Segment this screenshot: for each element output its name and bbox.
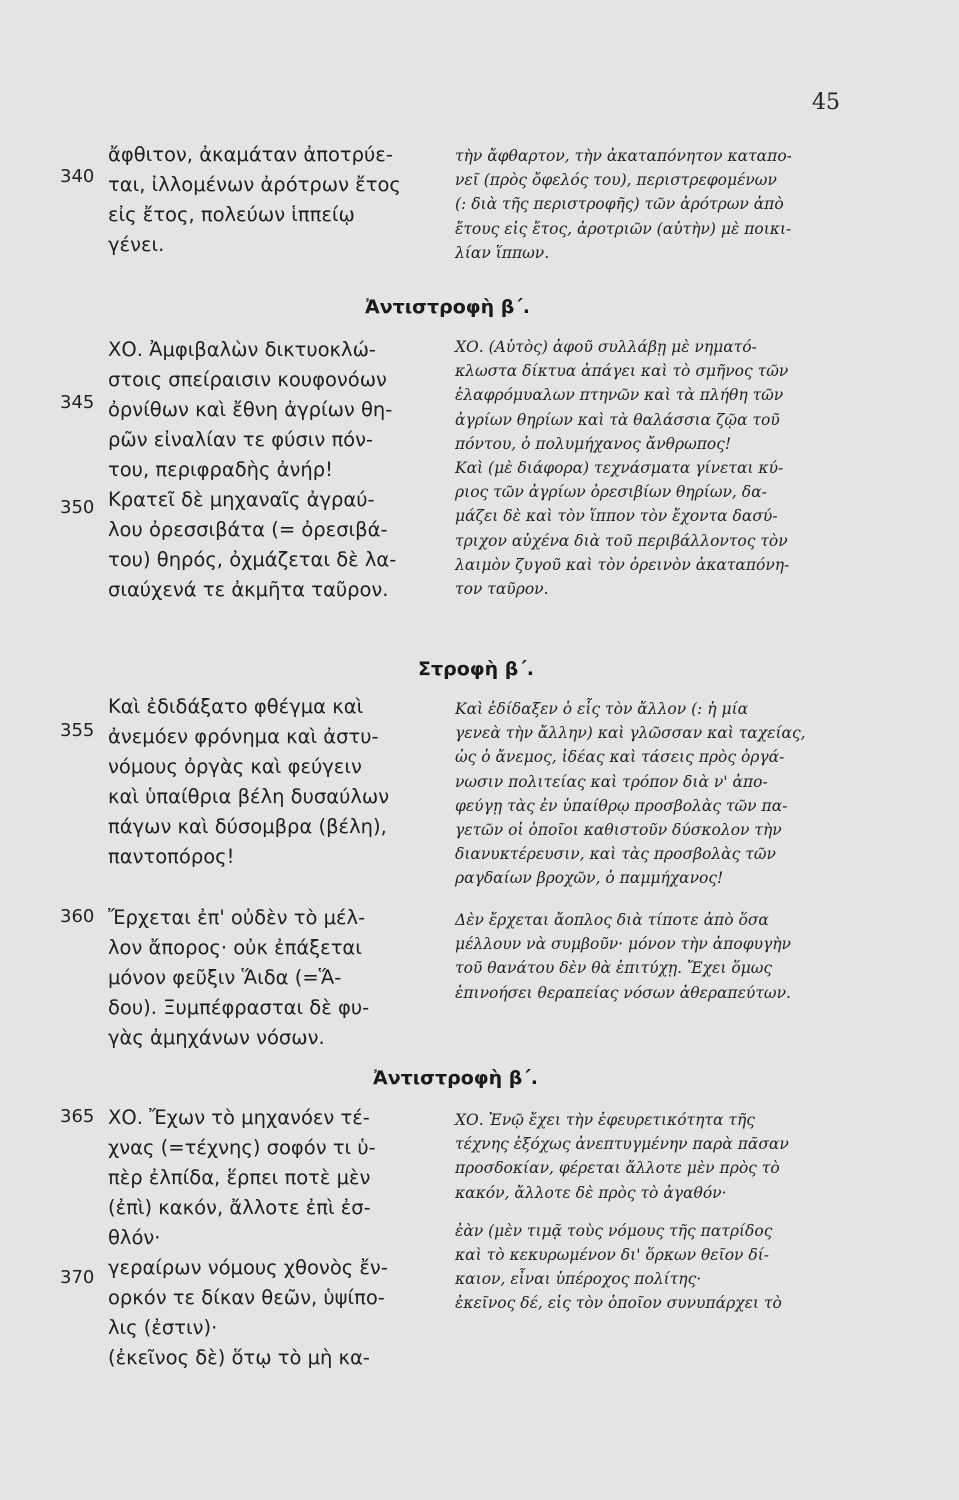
greek-line: γὰς ἀμηχάνων νόσων. [108, 1026, 325, 1049]
translation-line: ὡς ὁ ἄνεμος, ἰδέας καὶ τάσεις πρὸς ὀργά- [455, 748, 785, 767]
translation-line: τέχνης ἐξόχως ἀνεπτυγμένην παρὰ πᾶσαν [455, 1135, 789, 1154]
translation-line: γενεὰ τὴν ἄλλην) καὶ γλῶσσαν καὶ ταχείας, [455, 724, 806, 743]
greek-line: καὶ ὑπαίθρια βέλη δυσαύλων [108, 785, 390, 808]
section-heading: Στροφὴ β΄. [418, 658, 534, 680]
greek-line: (ἐπὶ) κακόν, ἄλλοτε ἐπὶ ἐσ- [108, 1196, 371, 1219]
translation-line: ριος τῶν ἀγρίων ὀρεσιβίων θηρίων, δα- [455, 483, 767, 502]
greek-text-block [108, 335, 433, 605]
greek-text-block [108, 903, 433, 1053]
greek-line: λις (ἐστιν)· [108, 1316, 218, 1339]
greek-text-block [108, 692, 433, 872]
line-number: 350 [60, 497, 95, 518]
greek-line: ὀρνίθων καὶ ἔθνη ἀγρίων θη- [108, 398, 393, 421]
section-heading: Ἀντιστροφὴ β΄. [373, 1067, 538, 1089]
greek-line: ρῶν εἰναλίαν τε φύσιν πόν- [108, 428, 374, 451]
translation-line: λίαν ἵππων. [455, 243, 550, 262]
translation-line: ἐὰν (μὲν τιμᾷ τοὺς νόμους τῆς πατρίδος [455, 1221, 773, 1240]
translation-line: διανυκτέρευσιν, καὶ τὰς προσβολὰς τῶν [455, 845, 776, 864]
translation-line: Δὲν ἔρχεται ἄοπλος διὰ τίποτε ἀπὸ ὅσα [455, 911, 769, 929]
greek-line: ται, ἰλλομένων ἀρότρων ἔτος [108, 173, 401, 196]
section-heading: Ἀντιστροφὴ β΄. [365, 296, 530, 318]
translation-line: ἀγρίων θηρίων καὶ τὰ θαλάσσια ζῷα τοῦ [455, 410, 780, 429]
greek-line: γένει. [108, 233, 165, 256]
line-number: 370 [60, 1267, 95, 1288]
line-number: 340 [60, 166, 95, 187]
line-number: 355 [60, 720, 95, 741]
line-number: 345 [60, 392, 95, 413]
greek-line: ΧΟ. Ἔχων τὸ μηχανόεν τέ- [108, 1106, 370, 1129]
line-number: 360 [60, 906, 95, 927]
translation-line: γετῶν οἱ ὁποῖοι καθιστοῦν δύσκολον τὴν [455, 821, 782, 840]
translation-line: καιον, εἶναι ὑπέροχος πολίτης· [455, 1270, 702, 1289]
translation-line: μέλλουν νὰ συμβοῦν· μόνον τὴν ἀποφυγὴν [455, 935, 791, 954]
greek-line: Κρατεῖ δὲ μηχαναῖς ἀγραύ- [108, 488, 375, 511]
translation-line: ΧΟ. (Αὐτὸς) ἀφοῦ συλλάβῃ μὲ νηματό- [455, 338, 757, 356]
translation-line: νωσιν πολιτείας καὶ τρόπον διὰ ν' ἀπο- [455, 772, 768, 791]
translation-line: λαιμὸν ζυγοῦ καὶ τὸν ὀρεινὸν ἀκαταπόνη- [455, 555, 790, 574]
translation-line: προσδοκίαν, φέρεται ἄλλοτε μὲν πρὸς τὸ [455, 1159, 780, 1178]
greek-line: του) θηρός, ὀχμάζεται δὲ λα- [108, 548, 397, 571]
greek-line: στοις σπείραισιν κουφονόων [108, 368, 387, 391]
translation-block [455, 1108, 855, 1316]
line-number: 365 [60, 1106, 95, 1127]
translation-block [455, 697, 855, 891]
greek-line: πάγων καὶ δύσομβρα (βέλη), [108, 815, 387, 838]
translation-block [455, 144, 855, 265]
greek-line: εἰς ἔτος, πολεύων ἱππείῳ [108, 203, 355, 226]
greek-text-block [108, 140, 433, 260]
greek-line: Καὶ ἐδιδάξατο φθέγμα καὶ [108, 695, 364, 718]
translation-line: Καὶ ἐδίδαξεν ὁ εἷς τὸν ἄλλον (: ἡ μία [455, 700, 749, 718]
translation-line: τριχον αὐχένα διὰ τοῦ περιβάλλοντος τὸν [455, 531, 788, 550]
greek-line: του, περιφραδὴς ἀνήρ! [108, 458, 333, 481]
translation-line: καὶ τὸ κεκυρωμένον δι' ὅρκων θεῖον δί- [455, 1246, 770, 1265]
translation-line: (: διὰ τῆς περιστροφῆς) τῶν ἀρότρων ἀπὸ [455, 195, 784, 214]
greek-line: σιαύχενά τε ἀκμῆτα ταῦρον. [108, 578, 389, 601]
translation-line: τον ταῦρον. [455, 580, 549, 599]
greek-line: ορκόν τε δίκαν θεῶν, ὑψίπο- [108, 1286, 385, 1309]
translation-line: ἐλαφρόμυαλων πτηνῶν καὶ τὰ πλήθη τῶν [455, 386, 784, 405]
translation-line: ἐπινοήσει θεραπείας νόσων ἀθεραπεύτων. [455, 983, 791, 1002]
translation-line: πόντου, ὁ πολυμήχανος ἄνθρωπος! [455, 434, 732, 453]
greek-line: ΧΟ. Ἀμφιβαλὼν δικτυοκλώ- [108, 338, 376, 361]
translation-line: Καὶ (μὲ διάφορα) τεχνάσματα γίνεται κύ- [455, 459, 784, 478]
page-number: 45 [812, 90, 840, 115]
greek-line: (ἐκεῖνος δὲ) ὅτῳ τὸ μὴ κα- [108, 1346, 370, 1369]
translation-line: κακόν, ἄλλοτε δὲ πρὸς τὸ ἀγαθόν· [455, 1183, 727, 1202]
greek-line: πὲρ ἐλπίδα, ἕρπει ποτὲ μὲν [108, 1166, 371, 1189]
translation-line: μάζει δὲ καὶ τὸν ἵππον τὸν ἔχοντα δασύ- [455, 507, 778, 526]
greek-line: λον ἄπορος· οὐκ ἐπάξεται [108, 936, 362, 959]
translation-line: τοῦ θανάτου δὲν θὰ ἐπιτύχῃ. Ἔχει ὅμως [455, 959, 773, 978]
greek-line: χνας (=τέχνης) σοφόν τι ὑ- [108, 1136, 376, 1159]
translation-line: ραγδαίων βροχῶν, ὁ παμμήχανος! [455, 869, 724, 888]
greek-line: νόμους ὀργὰς καὶ φεύγειν [108, 755, 362, 778]
greek-line: γεραίρων νόμους χθονὸς ἔν- [108, 1256, 388, 1279]
translation-block [455, 335, 855, 601]
greek-line: παντοπόρος! [108, 845, 235, 868]
greek-line: μόνον φεῦξιν Ἅιδα (=Ἅ- [108, 966, 342, 989]
greek-text-block [108, 1103, 433, 1373]
translation-line: ἔτους εἰς ἔτος, ἀροτριῶν (αὐτὴν) μὲ ποικι- [455, 219, 792, 238]
translation-block [455, 908, 855, 1005]
greek-line: θλόν· [108, 1226, 161, 1249]
translation-line: κλωστα δίκτυα ἀπάγει καὶ τὸ σμῆνος τῶν [455, 362, 789, 381]
translation-line: τὴν ἄφθαρτον, τὴν ἀκαταπόνητον καταπο- [455, 147, 792, 165]
translation-line: ἐκεῖνος δέ, εἰς τὸν ὁποῖον συνυπάρχει τὸ [455, 1294, 782, 1313]
translation-line: φεύγῃ τὰς ἐν ὑπαίθρῳ προσβολὰς τῶν πα- [455, 796, 788, 815]
greek-line: δου). Ξυμπέφρασται δὲ φυ- [108, 996, 370, 1019]
translation-line: ΧΟ. Ἐνῷ ἔχει τὴν ἐφευρετικότητα τῆς [455, 1111, 755, 1129]
greek-line: ἄφθιτον, ἀκαμάταν ἀποτρύε- [108, 143, 393, 166]
greek-line: Ἔρχεται ἐπ' οὐδὲν τὸ μέλ- [108, 906, 366, 929]
greek-line: ἀνεμόεν φρόνημα καὶ ἀστυ- [108, 725, 379, 748]
translation-line: νεῖ (πρὸς ὄφελός του), περιστρεφομένων [455, 171, 777, 190]
greek-line: λου ὀρεσσιβάτα (= ὀρεσιβά- [108, 518, 388, 541]
